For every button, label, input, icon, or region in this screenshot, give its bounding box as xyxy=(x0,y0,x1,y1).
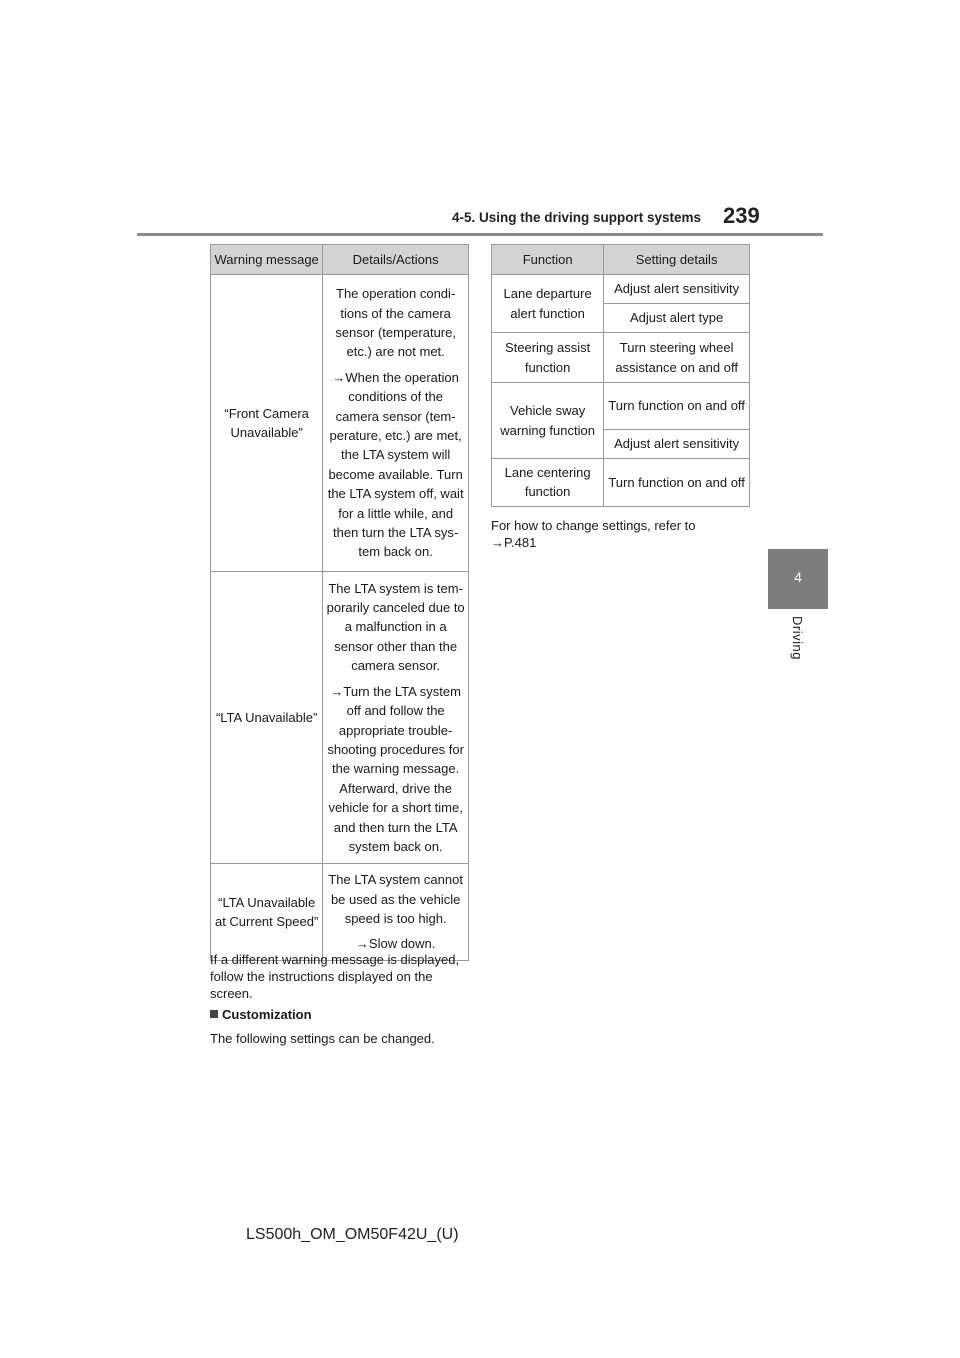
column-header: Details/Actions xyxy=(323,245,469,275)
details-text: The operation conditions of the camera sensor (temperature, etc.) are not met. xyxy=(335,286,456,360)
table-row xyxy=(211,864,469,961)
page-number: 239 xyxy=(723,203,760,228)
details-cell xyxy=(323,572,469,864)
function-cell: Lane centering function xyxy=(492,459,604,507)
table-row xyxy=(211,572,469,864)
reference-text: For how to change settings, refer to xyxy=(491,518,696,533)
different-warning-paragraph: If a different warning message is displayed, follow the instructions displayed on the screen. xyxy=(210,952,460,1001)
table-header-row xyxy=(211,245,469,275)
chapter-tab xyxy=(768,549,828,609)
setting-cell: Turn function on and off xyxy=(604,459,750,507)
setting-cell: Turn function on and off xyxy=(604,383,750,430)
function-cell: Vehicle sway warning function xyxy=(492,383,604,459)
setting-cell: Turn steering wheel assistance on and off xyxy=(604,333,750,383)
page-reference-link[interactable]: →P.481 xyxy=(491,535,537,550)
document-code: LS500h_OM_OM50F42U_(U) xyxy=(246,1226,459,1243)
details-text: The LTA system is temporarily canceled due to a malfunction in a sensor other than the camera sensor. xyxy=(326,580,465,674)
setting-cell: Adjust alert sensitivity xyxy=(604,430,750,459)
table-row xyxy=(492,275,750,304)
details-cell xyxy=(323,864,469,961)
chapter-label: Driving xyxy=(790,616,805,660)
table-row xyxy=(492,459,750,507)
function-cell: Lane departure alert function xyxy=(492,275,604,333)
square-bullet-icon xyxy=(210,1010,218,1018)
warning-message-cell: “LTA Unavailable at Current Speed” xyxy=(211,864,323,961)
action-text: →Turn the LTA system off and follow the appropriate troubleshooting procedures for the warning message. Afterward, drive the vehicle for a short time, and then turn the LTA system back on. xyxy=(327,683,464,854)
table-row xyxy=(492,333,750,383)
warning-message-cell: “LTA Unavailable” xyxy=(211,572,323,864)
action-text: →Slow down. xyxy=(355,936,436,952)
header-divider xyxy=(137,233,823,236)
setting-cell: Adjust alert sensitivity xyxy=(604,275,750,304)
details-cell xyxy=(323,275,469,572)
function-settings-table xyxy=(491,244,750,507)
column-header: Warning message xyxy=(211,245,323,275)
chapter-number: 4 xyxy=(794,569,802,585)
customization-heading-text: Customization xyxy=(222,1007,312,1022)
table-header-row xyxy=(492,245,750,275)
warning-message-table xyxy=(210,244,469,961)
function-cell: Steering assist function xyxy=(492,333,604,383)
action-text: →When the operation conditions of the camera sensor (temperature, etc.) are met, the LTA system will become available. Turn the LTA system off, wait for a little while, and then turn the LTA system back on. xyxy=(327,369,464,560)
customization-heading xyxy=(210,1007,312,1022)
section-title: 4-5. Using the driving support systems xyxy=(452,210,702,225)
table-row xyxy=(211,275,469,572)
table-row xyxy=(492,383,750,430)
column-header: Setting details xyxy=(604,245,750,275)
details-text: The LTA system cannot be used as the vehicle speed is too high. xyxy=(328,872,463,926)
warning-message-cell: “Front Camera Unavailable” xyxy=(211,275,323,572)
column-header: Function xyxy=(492,245,604,275)
setting-cell: Adjust alert type xyxy=(604,304,750,333)
settings-intro: The following settings can be changed. xyxy=(210,1031,435,1046)
